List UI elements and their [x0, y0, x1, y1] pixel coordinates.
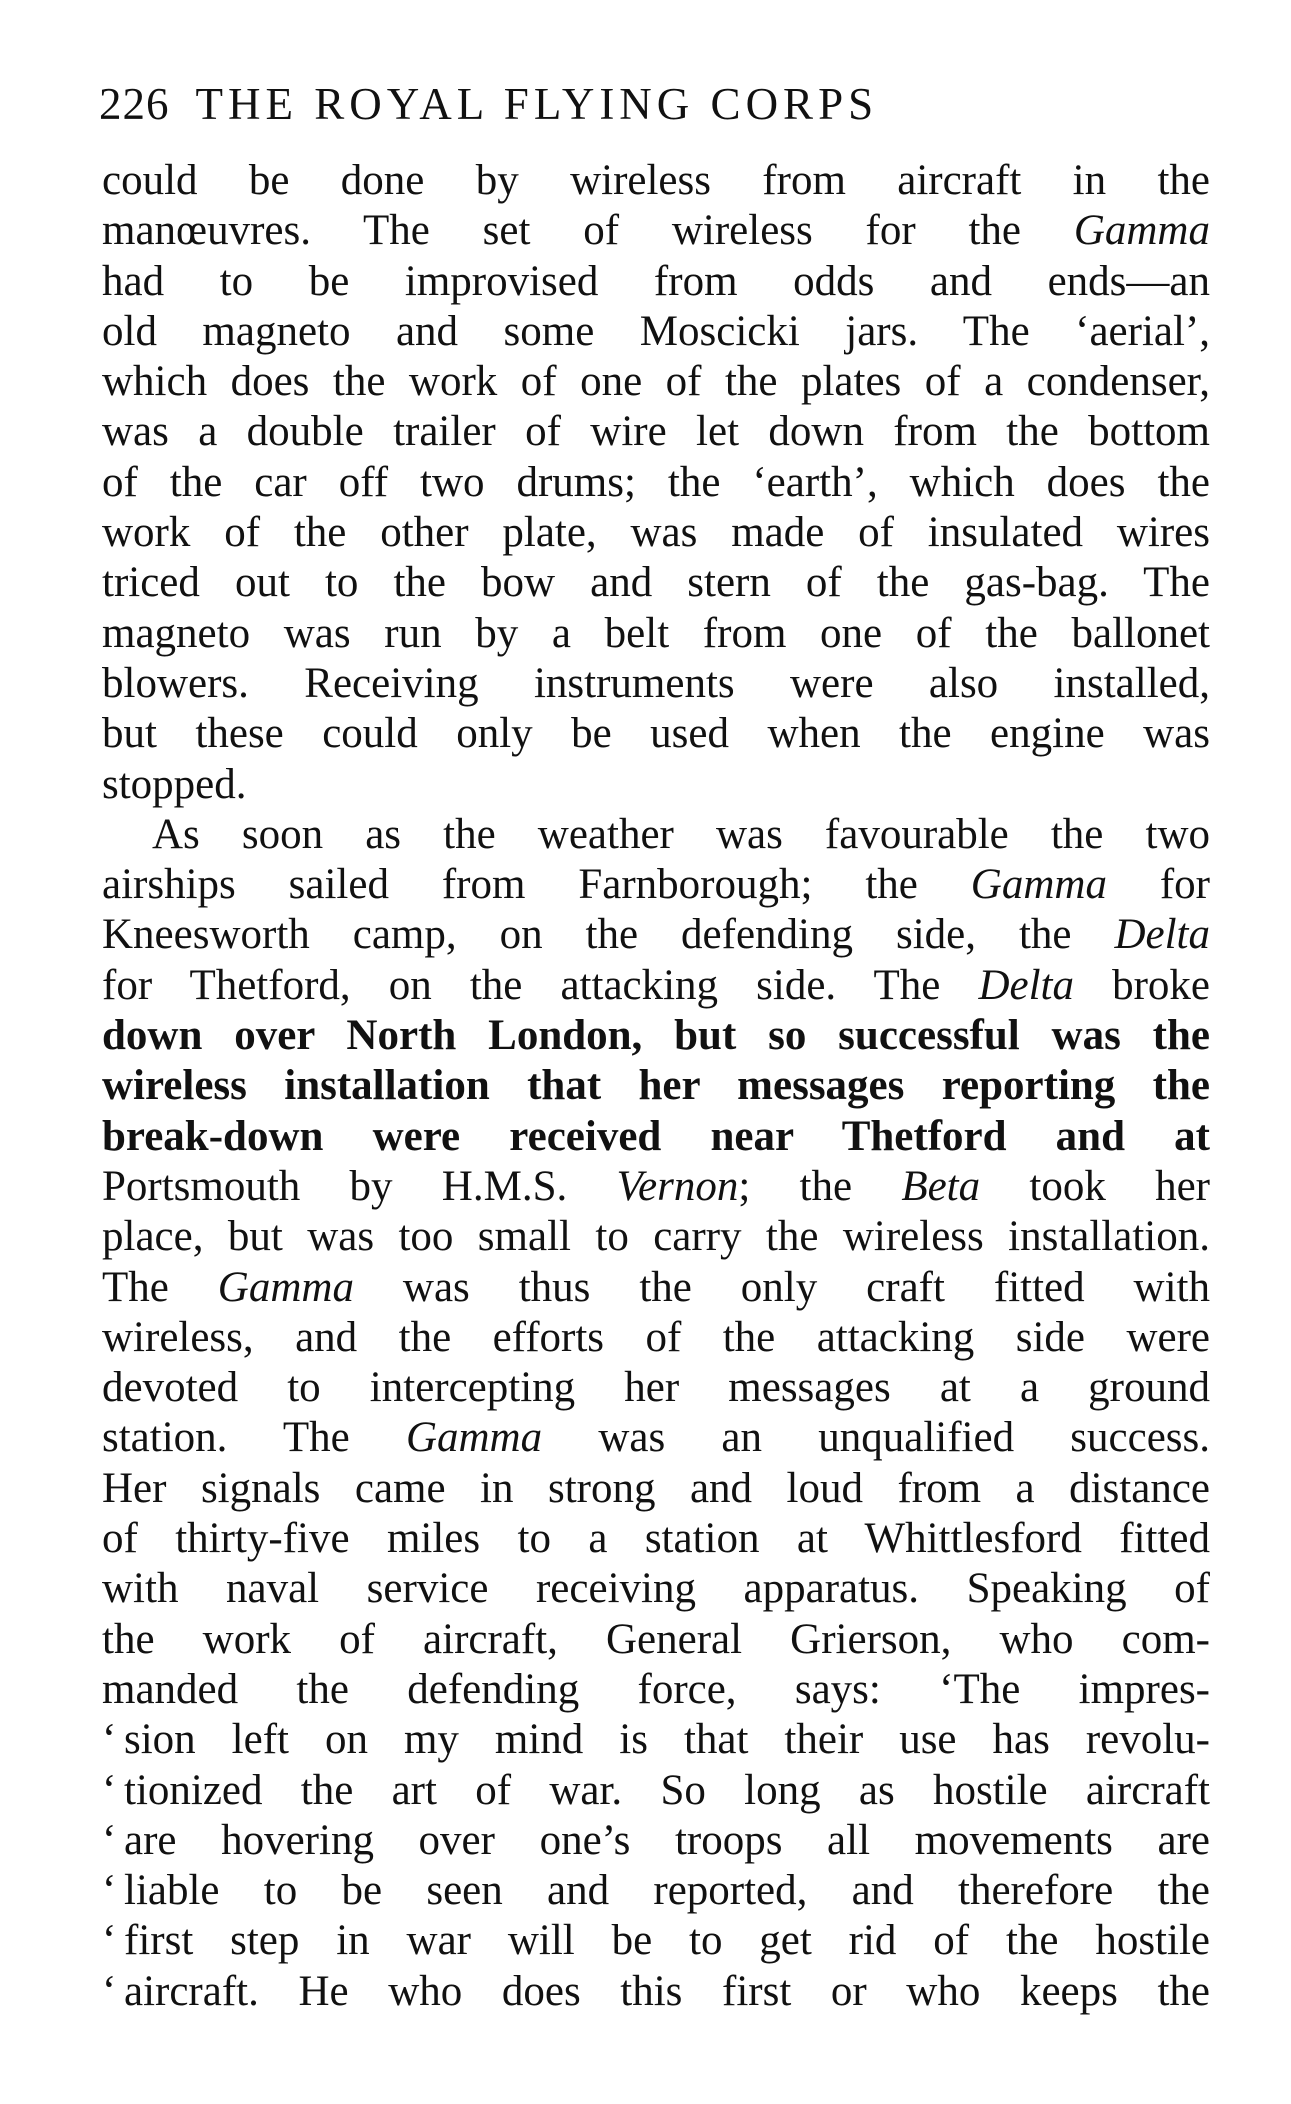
quote-mark: ‘ — [102, 1766, 117, 1814]
quote-mark: ‘ — [102, 1716, 117, 1764]
text-line — [102, 1363, 1210, 1413]
text-line — [102, 709, 1210, 759]
quote-mark: ‘ — [102, 1867, 117, 1915]
text-segment: first step in war will be to get rid of the hostile — [124, 1917, 1210, 1965]
text-segment: manded the defending force, says: ‘The impres- — [102, 1665, 1210, 1713]
quote-mark: ‘ — [102, 1816, 117, 1864]
text-line — [102, 1866, 1210, 1916]
text-segment: Her signals came in strong and loud from a distance — [102, 1464, 1210, 1512]
text-line — [102, 407, 1210, 457]
text-segment: could be done by wireless from aircraft in the — [102, 157, 1210, 204]
italic-text: Vernon — [616, 1162, 739, 1210]
text-segment: stopped. — [102, 760, 247, 808]
text-segment: The — [102, 1263, 218, 1311]
text-segment: was thus the only craft fitted with — [353, 1263, 1210, 1311]
text-segment: down over North London, but so successful was the — [102, 1012, 1210, 1060]
text-line — [102, 1112, 1210, 1162]
text-line — [102, 1061, 1210, 1111]
text-line — [102, 1615, 1210, 1665]
text-segment: Portsmouth by H.M.S. — [102, 1162, 617, 1210]
text-line — [102, 760, 1210, 810]
text-line — [102, 1313, 1210, 1363]
text-line — [102, 860, 1210, 910]
text-line — [102, 257, 1210, 307]
text-line — [102, 609, 1210, 659]
text-line — [102, 458, 1210, 508]
text-segment: aircraft. He who does this first or who keeps the — [124, 1967, 1210, 2015]
page-header — [99, 74, 1210, 134]
italic-text: Gamma — [1073, 207, 1210, 255]
text-segment: for — [1106, 861, 1210, 909]
text-line — [102, 1263, 1210, 1313]
italic-text: Gamma — [970, 861, 1107, 909]
italic-text: Gamma — [405, 1414, 543, 1462]
text-segment: place, but was too small to carry the wireless installation. — [102, 1213, 1210, 1261]
text-line — [102, 1413, 1210, 1463]
text-segment: took her — [980, 1162, 1210, 1210]
text-line — [102, 1665, 1210, 1715]
page-number: 226 — [99, 79, 170, 129]
text-segment: devoted to intercepting her messages at a ground — [102, 1364, 1210, 1412]
text-segment: sion left on my mind is that their use has revolu- — [124, 1716, 1210, 1764]
text-segment: but these could only be used when the engine was — [102, 710, 1210, 758]
quote-mark: ‘ — [102, 1967, 117, 2015]
text-line — [102, 1967, 1210, 2017]
text-line — [102, 1816, 1210, 1866]
text-line — [102, 558, 1210, 608]
text-segment: was an unqualified success. — [542, 1414, 1211, 1462]
text-segment: old magneto and some Moscicki jars. The ‘aerial’, — [102, 307, 1210, 355]
text-line — [102, 1011, 1210, 1061]
running-head: THE ROYAL FLYING CORPS — [195, 79, 879, 129]
text-line — [102, 810, 1210, 860]
text-segment: work of the other plate, was made of insulated wires — [102, 509, 1210, 557]
text-segment: of thirty-five miles to a station at Whittlesford fitted — [102, 1515, 1210, 1563]
text-segment: As soon as the weather was favourable the two — [152, 810, 1210, 858]
text-segment: the work of aircraft, General Grierson, who com- — [102, 1615, 1210, 1663]
text-line — [102, 357, 1210, 407]
text-line — [102, 1715, 1210, 1765]
text-line — [102, 961, 1210, 1011]
italic-text: Gamma — [217, 1263, 354, 1311]
text-segment: wireless, and the efforts of the attacking side were — [102, 1313, 1210, 1361]
text-line — [102, 1916, 1210, 1966]
text-segment: airships sailed from Farnborough; the — [102, 861, 971, 909]
text-segment: had to be improvised from odds and ends—an — [102, 257, 1210, 305]
text-line — [102, 1514, 1210, 1564]
text-line — [102, 659, 1210, 709]
text-segment: wireless installation that her messages reporting the — [102, 1062, 1210, 1110]
text-segment: station. The — [102, 1414, 406, 1462]
text-line — [102, 307, 1210, 357]
text-line — [102, 1212, 1210, 1262]
text-line — [102, 910, 1210, 960]
text-segment: with naval service receiving apparatus. Speaking of — [102, 1565, 1210, 1613]
text-line — [102, 206, 1210, 256]
text-segment: for Thetford, on the attacking side. The — [102, 961, 979, 1009]
text-segment: broke — [1074, 961, 1211, 1009]
text-segment: break-down were received near Thetford and at — [102, 1112, 1210, 1160]
text-line — [102, 1162, 1210, 1212]
text-segment: magneto was run by a belt from one of the ballonet — [102, 609, 1210, 657]
text-line — [102, 1766, 1210, 1816]
body-text — [102, 156, 1210, 2017]
text-line — [102, 1564, 1210, 1614]
quote-mark: ‘ — [102, 1917, 117, 1965]
text-segment: are hovering over one’s troops all movements are — [124, 1816, 1210, 1864]
text-segment: of the car off two drums; the ‘earth’, which does the — [102, 458, 1210, 506]
text-segment: manœuvres. The set of wireless for the — [102, 207, 1074, 255]
text-segment: tionized the art of war. So long as hostile aircraft — [124, 1766, 1210, 1814]
text-segment: was a double trailer of wire let down from the bottom — [102, 408, 1210, 456]
text-line — [102, 156, 1210, 206]
text-line — [102, 1464, 1210, 1514]
italic-text: Delta — [1114, 911, 1210, 959]
text-segment: blowers. Receiving instruments were also installed, — [102, 659, 1210, 707]
text-line — [102, 508, 1210, 558]
text-segment: Kneesworth camp, on the defending side, the — [102, 911, 1115, 959]
text-segment: ; the — [738, 1162, 902, 1210]
text-segment: which does the work of one of the plates of a condenser, — [102, 358, 1210, 406]
text-segment: triced out to the bow and stern of the gas-bag. The — [102, 559, 1210, 607]
text-segment: liable to be seen and reported, and therefore the — [124, 1867, 1210, 1915]
italic-text: Beta — [901, 1162, 981, 1210]
italic-text: Delta — [978, 961, 1074, 1009]
